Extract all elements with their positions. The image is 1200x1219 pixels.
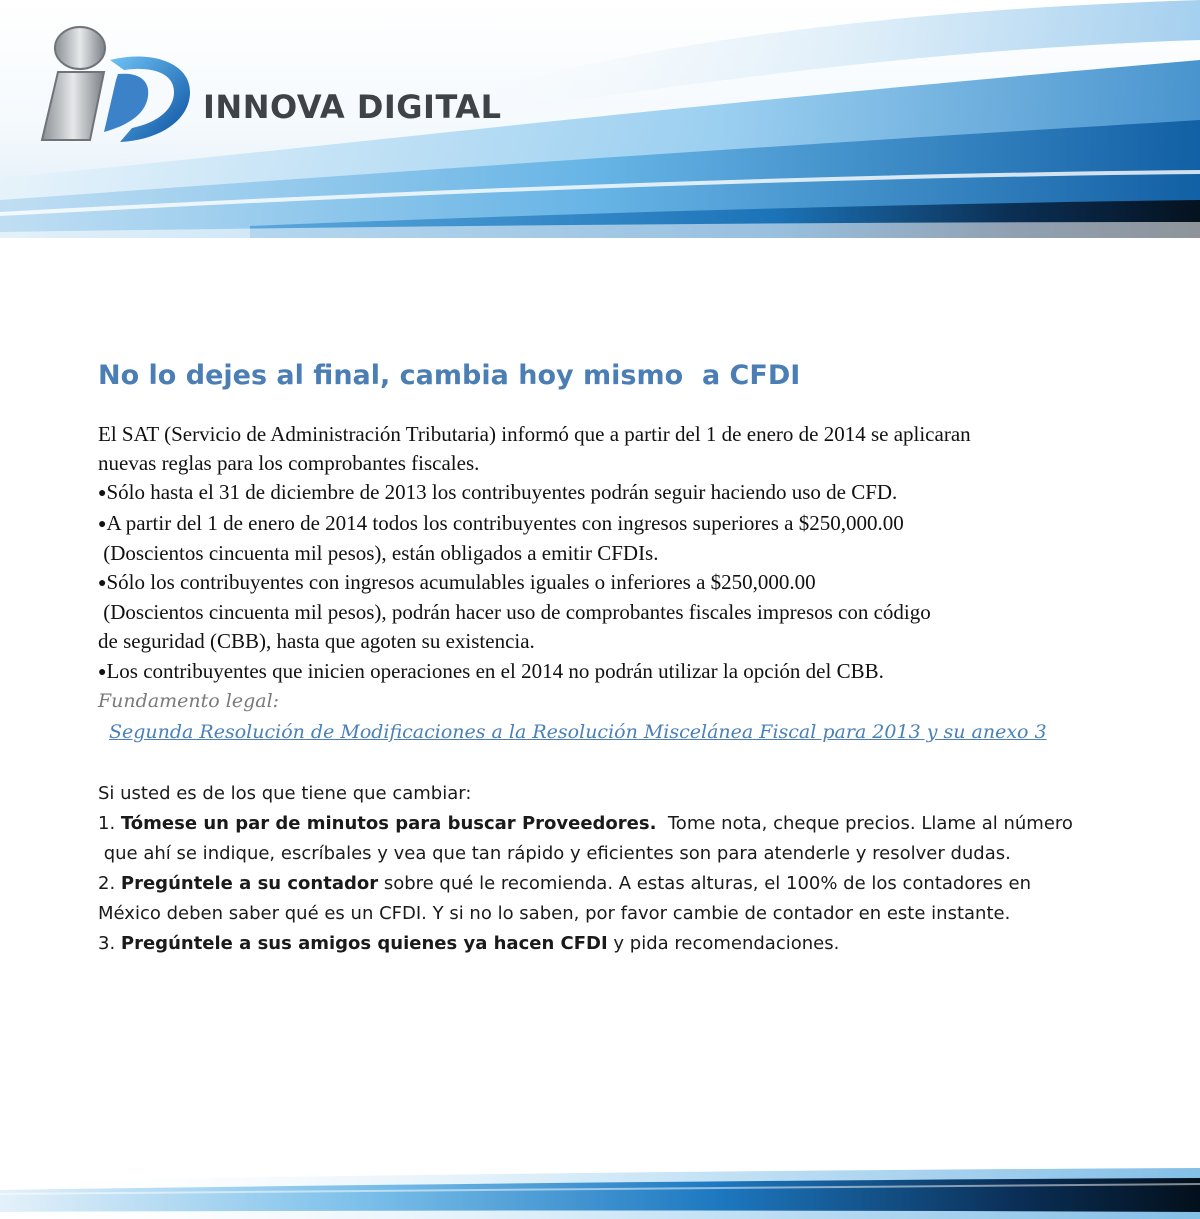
step-number: 3. (98, 932, 121, 954)
step-1 (98, 809, 1158, 839)
header-banner (0, 0, 1200, 238)
step-highlight: Pregúntele a su contador (120, 872, 379, 894)
bullet-item-2 (98, 509, 1158, 539)
step-text: Tome nota, cheque precios. Llame al número (656, 812, 1073, 834)
bullet-icon: ● (98, 576, 107, 592)
step-1-continuation: que ahí se indique, escríbales y vea que tan rápido y eficientes son para atenderle y resolver dudas. (98, 842, 1011, 864)
footer-wave-graphic (0, 1160, 1200, 1219)
step-text: sobre qué le recomienda. A estas alturas, el 100% de los contadores en (378, 872, 1032, 894)
step-2-continuation: México deben saber qué es un CFDI. Y si no lo saben, por favor cambie de contador en este instante. (98, 902, 1011, 924)
bullet-text: Sólo hasta el 31 de diciembre de 2013 los contribuyentes podrán seguir haciendo uso de CFD. (106, 480, 898, 505)
bullet-text: Sólo los contribuyentes con ingresos acumulables iguales o inferiores a $250,000.00 (106, 570, 816, 595)
header-wave-graphic (0, 0, 1200, 238)
bullet-item-4 (98, 657, 1158, 687)
bullet-item-1 (98, 478, 1158, 508)
bullet-item-3-continuation-2: de seguridad (CBB), hasta que agoten su existencia. (98, 629, 535, 654)
step-highlight: Tómese un par de minutos para buscar Proveedores. (120, 812, 657, 834)
bullet-item-3-continuation: (Doscientos cincuenta mil pesos), podrán hacer uso de comprobantes fiscales impresos con código (98, 600, 931, 625)
brand-name: INNOVA DIGITAL (203, 88, 502, 126)
steps-section (98, 779, 1158, 959)
step-text: y pida recomendaciones. (607, 932, 840, 954)
step-3 (98, 929, 1158, 959)
step-2 (98, 869, 1158, 899)
intro-line-2: nuevas reglas para los comprobantes fiscales. (98, 451, 480, 476)
step-highlight: Pregúntele a sus amigos quienes ya hacen CFDI (120, 932, 608, 954)
page-title: No lo dejes al final, cambia hoy mismo a CFDI (98, 360, 801, 391)
step-number: 1. (98, 812, 121, 834)
steps-intro: Si usted es de los que tiene que cambiar: (98, 782, 472, 804)
sat-announcement (98, 420, 1158, 749)
bullet-text: A partir del 1 de enero de 2014 todos los contribuyentes con ingresos superiores a $250,000.00 (106, 510, 904, 535)
step-number: 2. (98, 872, 121, 894)
bullet-text: Los contribuyentes que inicien operaciones en el 2014 no podrán utilizar la opción del CBB. (106, 658, 884, 683)
bullet-icon: ● (98, 664, 107, 680)
footer-banner (0, 1160, 1200, 1219)
bullet-icon: ● (98, 516, 107, 532)
bullet-icon: ● (98, 486, 107, 502)
article-content (98, 356, 1158, 959)
bullet-item-2-continuation: (Doscientos cincuenta mil pesos), están obligados a emitir CFDIs. (98, 540, 659, 565)
legal-resolution-link[interactable]: Segunda Resolución de Modificaciones a la Resolución Miscelánea Fiscal para 2013 y su anexo 3 (109, 720, 1047, 743)
bullet-item-3 (98, 568, 1158, 598)
legal-basis-label: Fundamento legal: (98, 689, 280, 712)
intro-line-1: El SAT (Servicio de Administración Tributaria) informó que a partir del 1 de enero de 2014 se aplicaran (98, 422, 971, 446)
